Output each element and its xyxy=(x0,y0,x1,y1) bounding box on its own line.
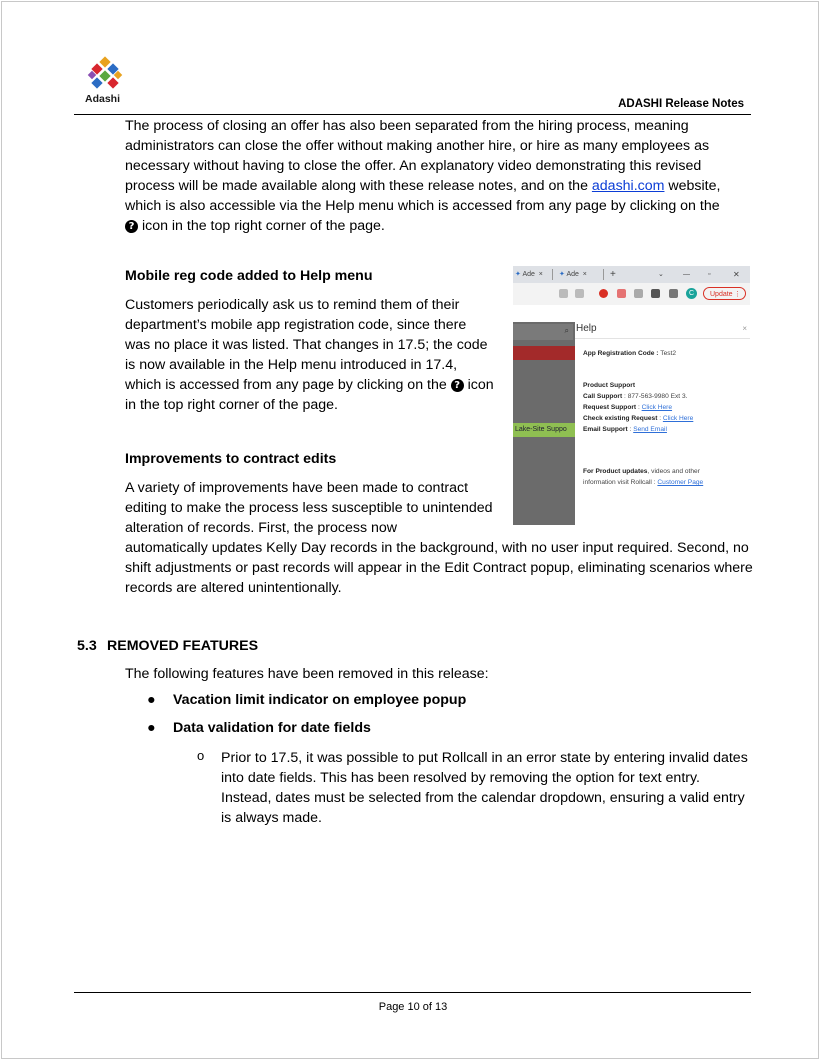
close-icon: × xyxy=(742,324,747,333)
help-panel xyxy=(575,322,750,525)
help-title: Help xyxy=(576,323,597,334)
footer-divider xyxy=(74,992,751,993)
document-page xyxy=(1,1,819,1059)
sub-bullet-text: Prior to 17.5, it was possible to put Rollcall in an error state by entering invalid dates into date fields. This has been resolved by removing the option for text entry. Instead, dates must be selected from the calendar dropdown, ensuring a valid entry is always made. xyxy=(221,750,748,826)
help-question-icon: ? xyxy=(125,220,138,233)
sidebar-label: Lake-Site Suppo xyxy=(513,423,577,437)
maximize-icon: ▫ xyxy=(708,271,711,278)
logo-mark-icon xyxy=(84,56,130,96)
product-updates: For Product updates, videos and other xyxy=(583,468,700,475)
mobile-reg-text: Customers periodically ask us to remind them of their department’s mobile app registration code, since there was no place it was listed. That changes in 17.5; the code is now available in the Help menu introduced in 17.4, which is accessed from any page by clicking on the xyxy=(125,297,488,393)
contract-edits-paragraph-1: A variety of improvements have been made to contract editing to make the process less susceptible to unintended alteration of records. First, the process now xyxy=(125,480,493,536)
section-heading-removed-features: 5.3 REMOVED FEATURES xyxy=(77,638,259,654)
check-request: Check existing Request : Click Here xyxy=(583,415,694,422)
search-icon: ⌕ xyxy=(564,326,569,335)
sub-bullet-icon: o xyxy=(197,748,205,763)
email-support: Email Support : Send Email xyxy=(583,426,667,433)
bullet-icon: ● xyxy=(147,720,156,736)
removed-intro: The following features have been removed in this release: xyxy=(125,666,489,682)
mobile-reg-paragraph xyxy=(125,295,495,415)
call-support: Call Support : 877-563-9980 Ext 3. xyxy=(583,393,688,400)
intro-text-2: website, which is also accessible via the Help menu which is accessed from any page by clicking on the xyxy=(125,178,721,214)
intro-text: The process of closing an offer has also been separated from the hiring process, meaning administrators can close the offer without making another hire, or hire as many employees as necessary without having to close the offer. An explanatory video demonstrating this revised process will be made available along with these release notes, and on the xyxy=(125,118,710,194)
intro-text-3: icon in the top right corner of the page. xyxy=(138,218,385,234)
minimize-icon: — xyxy=(683,271,690,278)
chevron-down-icon: ⌄ xyxy=(658,271,664,278)
app-registration-code: App Registration Code : Test2 xyxy=(583,350,677,357)
sidebar-icon xyxy=(669,289,678,298)
intro-paragraph xyxy=(125,116,751,236)
adashi-link[interactable]: adashi.com xyxy=(591,178,665,194)
request-support: Request Support : Click Here xyxy=(583,404,673,411)
star-icon xyxy=(575,289,584,298)
search-bar xyxy=(513,324,573,340)
bullet-text: Data validation for date fields xyxy=(173,720,371,736)
nav-bar xyxy=(513,346,575,360)
puzzle-icon xyxy=(651,289,660,298)
bullet-text: Vacation limit indicator on employee popup xyxy=(173,692,467,708)
header-divider xyxy=(74,114,751,115)
contract-edits-heading: Improvements to contract edits xyxy=(125,451,337,467)
bullet-icon: ● xyxy=(147,692,156,708)
browser-tab: ✦ Ade × xyxy=(559,271,587,278)
new-tab-icon: + xyxy=(610,269,616,280)
update-button: Update ⋮ xyxy=(703,287,746,300)
page-number: Page 10 of 13 xyxy=(378,1001,448,1013)
logo-text: Adashi xyxy=(85,93,121,105)
extension-icon xyxy=(634,289,643,298)
product-support-heading: Product Support xyxy=(583,382,636,389)
product-updates-2: information visit Rollcall : Customer Page xyxy=(583,479,704,486)
help-question-icon: ? xyxy=(451,379,464,392)
browser-toolbar xyxy=(513,283,750,306)
browser-tab-bar xyxy=(513,266,750,283)
contract-edits-paragraph-2: automatically updates Kelly Day records in the background, with no user input required. Second, no shift adjustments or past records will appear in the Edit Contract popup, eliminating scenarios where records are altered unintentionally. xyxy=(125,540,753,596)
extension-icon xyxy=(599,289,608,298)
mobile-reg-heading: Mobile reg code added to Help menu xyxy=(125,268,373,284)
close-icon: ✕ xyxy=(733,270,740,279)
share-icon xyxy=(559,289,568,298)
help-menu-screenshot xyxy=(513,266,750,525)
extension-icon xyxy=(617,289,626,298)
avatar: C xyxy=(686,288,697,299)
browser-tab: ✦ Ade × xyxy=(515,271,543,278)
mobile-reg-text-2: icon in the top right corner of the page. xyxy=(125,377,494,413)
document-header-title: ADASHI Release Notes xyxy=(618,98,744,110)
